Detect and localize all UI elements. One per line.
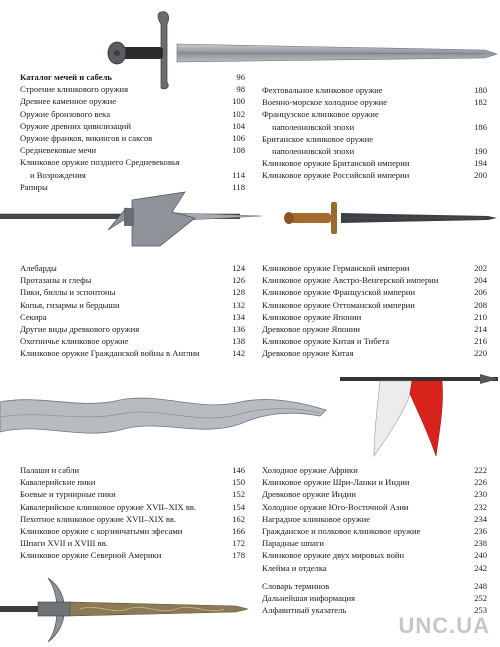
toc-entry[interactable] — [262, 513, 487, 525]
toc-entry[interactable] — [20, 549, 245, 561]
toc-entry-page: 234 — [474, 513, 487, 524]
toc-entry[interactable] — [20, 286, 245, 298]
toc-entry-title: Наградное клинковое оружие — [262, 513, 371, 524]
toc-entry-page: 186 — [474, 121, 487, 132]
toc-entry[interactable] — [262, 476, 487, 488]
toc-entry[interactable] — [20, 169, 245, 181]
toc-entry-page: 138 — [232, 336, 245, 347]
toc-entry-page: 98 — [236, 84, 245, 95]
toc-entry-page: 172 — [232, 538, 245, 549]
toc-entry-page: 236 — [474, 526, 487, 537]
toc-entry-page: 128 — [232, 287, 245, 298]
toc-entry[interactable] — [20, 488, 245, 500]
toc-left-2 — [20, 262, 245, 360]
toc-entry-page: 126 — [232, 275, 245, 286]
toc-entry-page: 200 — [474, 170, 487, 181]
toc-entry[interactable] — [262, 299, 487, 311]
toc-entry-title: Британское клинковое оружие — [262, 133, 374, 144]
toc-entry-title: Клинковое оружие Китая и Тибета — [262, 336, 390, 347]
toc-entry-page: 214 — [474, 324, 487, 335]
toc-entry-title: Другие виды древкового оружия — [20, 324, 140, 335]
halberd-illustration — [0, 190, 262, 250]
toc-entry-title: Клинковое оружие Британской империи — [262, 158, 410, 169]
toc-entry[interactable] — [20, 464, 245, 476]
toc-entry-title: Клинковое оружие двух мировых войн — [262, 550, 405, 561]
toc-entry[interactable] — [262, 96, 487, 108]
toc-entry-title: Оружие древних цивилизаций — [20, 120, 132, 131]
toc-entry-page: 248 — [474, 580, 487, 591]
toc-entry-title: Боевые и турнирные пики — [20, 489, 116, 500]
toc-entry[interactable] — [20, 501, 245, 513]
toc-entry-title: Пехотное клинковое оружие XVII–XIX вв. — [20, 513, 177, 524]
toc-entry-page: 136 — [232, 324, 245, 335]
toc-right-2 — [262, 262, 487, 360]
toc-entry-title: Алебарды — [20, 263, 57, 273]
toc-entry[interactable] — [20, 156, 245, 168]
toc-entry-page: 132 — [232, 299, 245, 310]
toc-entry-title: Протазаны и глефы — [20, 275, 92, 286]
toc-entry[interactable] — [20, 335, 245, 347]
toc-entry-page: 210 — [474, 311, 487, 322]
toc-entry[interactable] — [20, 323, 245, 335]
toc-entry-page: 253 — [474, 605, 487, 616]
toc-entry-title: Клинковое оружие Северной Америки — [20, 550, 162, 561]
toc-entry[interactable] — [262, 347, 487, 359]
toc-entry[interactable] — [262, 323, 487, 335]
toc-entry-title: Холодное оружие Африки — [262, 465, 358, 475]
toc-entry-title: Дальнейшая информация — [262, 593, 356, 604]
toc-entry[interactable] — [262, 133, 487, 145]
toc-entry-page: 106 — [232, 133, 245, 144]
toc-entry-page: 220 — [474, 348, 487, 359]
toc-entry-title: Фехтовальное клинковое оружие — [262, 85, 383, 95]
toc-entry-page: 146 — [232, 465, 245, 475]
toc-entry-title: Словарь терминов — [262, 580, 330, 591]
toc-entry-title: Клинковое оружие позднего Средневековья — [20, 157, 180, 168]
toc-entry[interactable] — [20, 132, 245, 144]
partisan-illustration — [0, 572, 248, 647]
toc-entry-title: Клинковое оружие Российской империи — [262, 170, 410, 181]
toc-entry-title: Древнее каменное оружие — [20, 96, 117, 107]
toc-entry-page: 134 — [232, 311, 245, 322]
toc-entry-page: 190 — [474, 146, 487, 157]
toc-entry-page: 178 — [232, 550, 245, 561]
toc-entry-page: 162 — [232, 513, 245, 524]
toc-entry[interactable] — [20, 71, 245, 83]
wavy-blade-illustration — [0, 392, 330, 442]
toc-right-3 — [262, 464, 487, 616]
toc-entry-title: Клейма и отделка — [262, 562, 327, 573]
toc-entry[interactable] — [262, 501, 487, 513]
toc-entry-title: Кавалерийское клинковое оружие XVII–XIX вв. — [20, 501, 197, 512]
toc-entry-title: наполеоновской эпохи — [272, 146, 355, 157]
toc-left-1 — [20, 71, 245, 193]
toc-entry[interactable] — [20, 83, 245, 95]
toc-entry-page: 142 — [232, 348, 245, 359]
toc-entry[interactable] — [262, 592, 487, 604]
toc-entry-page: 180 — [474, 85, 487, 95]
toc-entry[interactable] — [20, 144, 245, 156]
toc-entry[interactable] — [262, 464, 487, 476]
toc-entry-page: 204 — [474, 275, 487, 286]
toc-entry-title: Строение клинкового оружия — [20, 84, 129, 95]
toc-entry-title: Средневековые мечи — [20, 145, 97, 156]
toc-entry-page: 166 — [232, 526, 245, 537]
toc-entry[interactable] — [262, 335, 487, 347]
toc-entry-title: Оружие франков, викингов и саксов — [20, 133, 153, 144]
toc-entry[interactable] — [262, 169, 487, 181]
toc-entry[interactable] — [262, 488, 487, 500]
toc-entry-title: Охотничье клинковое оружие — [20, 336, 129, 347]
toc-entry[interactable] — [20, 181, 245, 193]
toc-entry-page: 150 — [232, 477, 245, 488]
toc-entry-title: Клинковое оружие Австро-Венгерской империи — [262, 275, 439, 286]
toc-entry[interactable] — [262, 274, 487, 286]
toc-entry[interactable] — [262, 157, 487, 169]
toc-entry-title: Клинковое оружие Гражданской войны в Англии — [20, 348, 200, 359]
toc-entry[interactable] — [262, 311, 487, 323]
toc-entry-page: 152 — [232, 489, 245, 500]
toc-entry-page: 208 — [474, 299, 487, 310]
toc-entry[interactable] — [20, 525, 245, 537]
toc-entry[interactable] — [20, 120, 245, 132]
toc-entry[interactable] — [20, 299, 245, 311]
toc-entry[interactable] — [262, 84, 487, 96]
toc-entry-page: 114 — [232, 169, 245, 180]
toc-entry[interactable] — [262, 580, 487, 592]
toc-entry-page: 226 — [474, 477, 487, 488]
toc-entry-page: 230 — [474, 489, 487, 500]
toc-entry[interactable] — [20, 347, 245, 359]
watermark: UNC.UA — [398, 613, 490, 638]
pennant-lance-illustration — [340, 372, 498, 462]
toc-entry-title: Древковое оружие Индии — [262, 489, 356, 500]
toc-entry[interactable] — [262, 121, 487, 133]
toc-entry-page: 216 — [474, 336, 487, 347]
toc-entry[interactable] — [262, 262, 487, 274]
toc-entry[interactable] — [20, 311, 245, 323]
toc-entry-page: 194 — [474, 158, 487, 169]
toc-entry-title: Палаши и сабли — [20, 465, 80, 475]
toc-entry-title: Копья, гизармы и бердыши — [20, 299, 120, 310]
toc-entry-page: 242 — [474, 562, 487, 573]
toc-entry-title: Гражданское и полковое клинковое оружие — [262, 526, 421, 537]
toc-entry-page: 232 — [474, 501, 487, 512]
toc-entry[interactable] — [20, 108, 245, 120]
toc-entry-page: 102 — [232, 108, 245, 119]
toc-entry-title: Алфавитный указатель — [262, 605, 347, 616]
toc-entry-title: Рапиры — [20, 181, 48, 192]
toc-entry-title: Клинковое оружие Германской империи — [262, 263, 410, 273]
toc-entry[interactable] — [20, 476, 245, 488]
toc-entry-page: 240 — [474, 550, 487, 561]
toc-left-3 — [20, 464, 245, 562]
toc-entry-title: Клинковое оружие Французской империи — [262, 287, 416, 298]
toc-right-1 — [262, 84, 487, 182]
toc-entry-title: наполеоновской эпохи — [272, 121, 355, 132]
toc-entry[interactable] — [262, 108, 487, 120]
toc-entry-page: 252 — [474, 593, 487, 604]
toc-entry-title: Клинковое оружие с корзинчатыми эфесами — [20, 526, 183, 537]
toc-entry-title: Кавалерийские пики — [20, 477, 96, 488]
toc-entry[interactable] — [262, 525, 487, 537]
toc-entry[interactable] — [262, 549, 487, 561]
toc-entry-title: Клинковое оружие Шри-Ланки и Индии — [262, 477, 410, 488]
toc-entry-page: 202 — [474, 263, 487, 273]
toc-entry[interactable] — [20, 513, 245, 525]
toc-entry-title: Военно-морское холодное оружие — [262, 97, 388, 108]
toc-entry-page: 108 — [232, 145, 245, 156]
toc-entry-title: Парадные шпаги — [262, 538, 324, 549]
toc-entry-page: 222 — [474, 465, 487, 475]
toc-entry-title: Шпаги XVII и XVIII вв. — [20, 538, 108, 549]
toc-entry-page: 104 — [232, 120, 245, 131]
toc-entry-page: 182 — [474, 97, 487, 108]
toc-entry-page: 154 — [232, 501, 245, 512]
toc-entry[interactable] — [20, 537, 245, 549]
toc-entry-title: Французское клинковое оружие — [262, 109, 379, 120]
toc-entry-page: 238 — [474, 538, 487, 549]
toc-entry[interactable] — [20, 274, 245, 286]
toc-entry-title: Каталог мечей и сабель — [20, 72, 112, 82]
toc-entry[interactable] — [262, 145, 487, 157]
toc-entry-title: Оружие бронзового века — [20, 108, 111, 119]
toc-entry-title: Пики, биллы и эспонтоны — [20, 287, 116, 298]
toc-entry-title: Древковое оружие Китая — [262, 348, 354, 359]
toc-entry-title: Секира — [20, 311, 47, 322]
toc-entry-title: Древковое оружие Японии — [262, 324, 361, 335]
toc-entry-page: 124 — [232, 263, 245, 273]
toc-entry[interactable] — [262, 562, 487, 574]
toc-entry-page: 118 — [232, 181, 245, 192]
toc-entry-page: 96 — [236, 72, 245, 82]
toc-entry[interactable] — [20, 262, 245, 274]
toc-entry[interactable] — [20, 95, 245, 107]
toc-entry-page: 206 — [474, 287, 487, 298]
toc-entry[interactable] — [262, 286, 487, 298]
toc-entry-page: 100 — [232, 96, 245, 107]
toc-entry-title: Холодное оружие Юго-Восточной Азии — [262, 501, 409, 512]
toc-entry[interactable] — [262, 537, 487, 549]
short-sword-illustration — [283, 200, 498, 236]
toc-entry-title: Клинковое оружие Японии — [262, 311, 362, 322]
toc-entry-title: и Возрождения — [30, 169, 86, 180]
toc-entry-title: Клинковое оружие Оттоманской империи — [262, 299, 415, 310]
